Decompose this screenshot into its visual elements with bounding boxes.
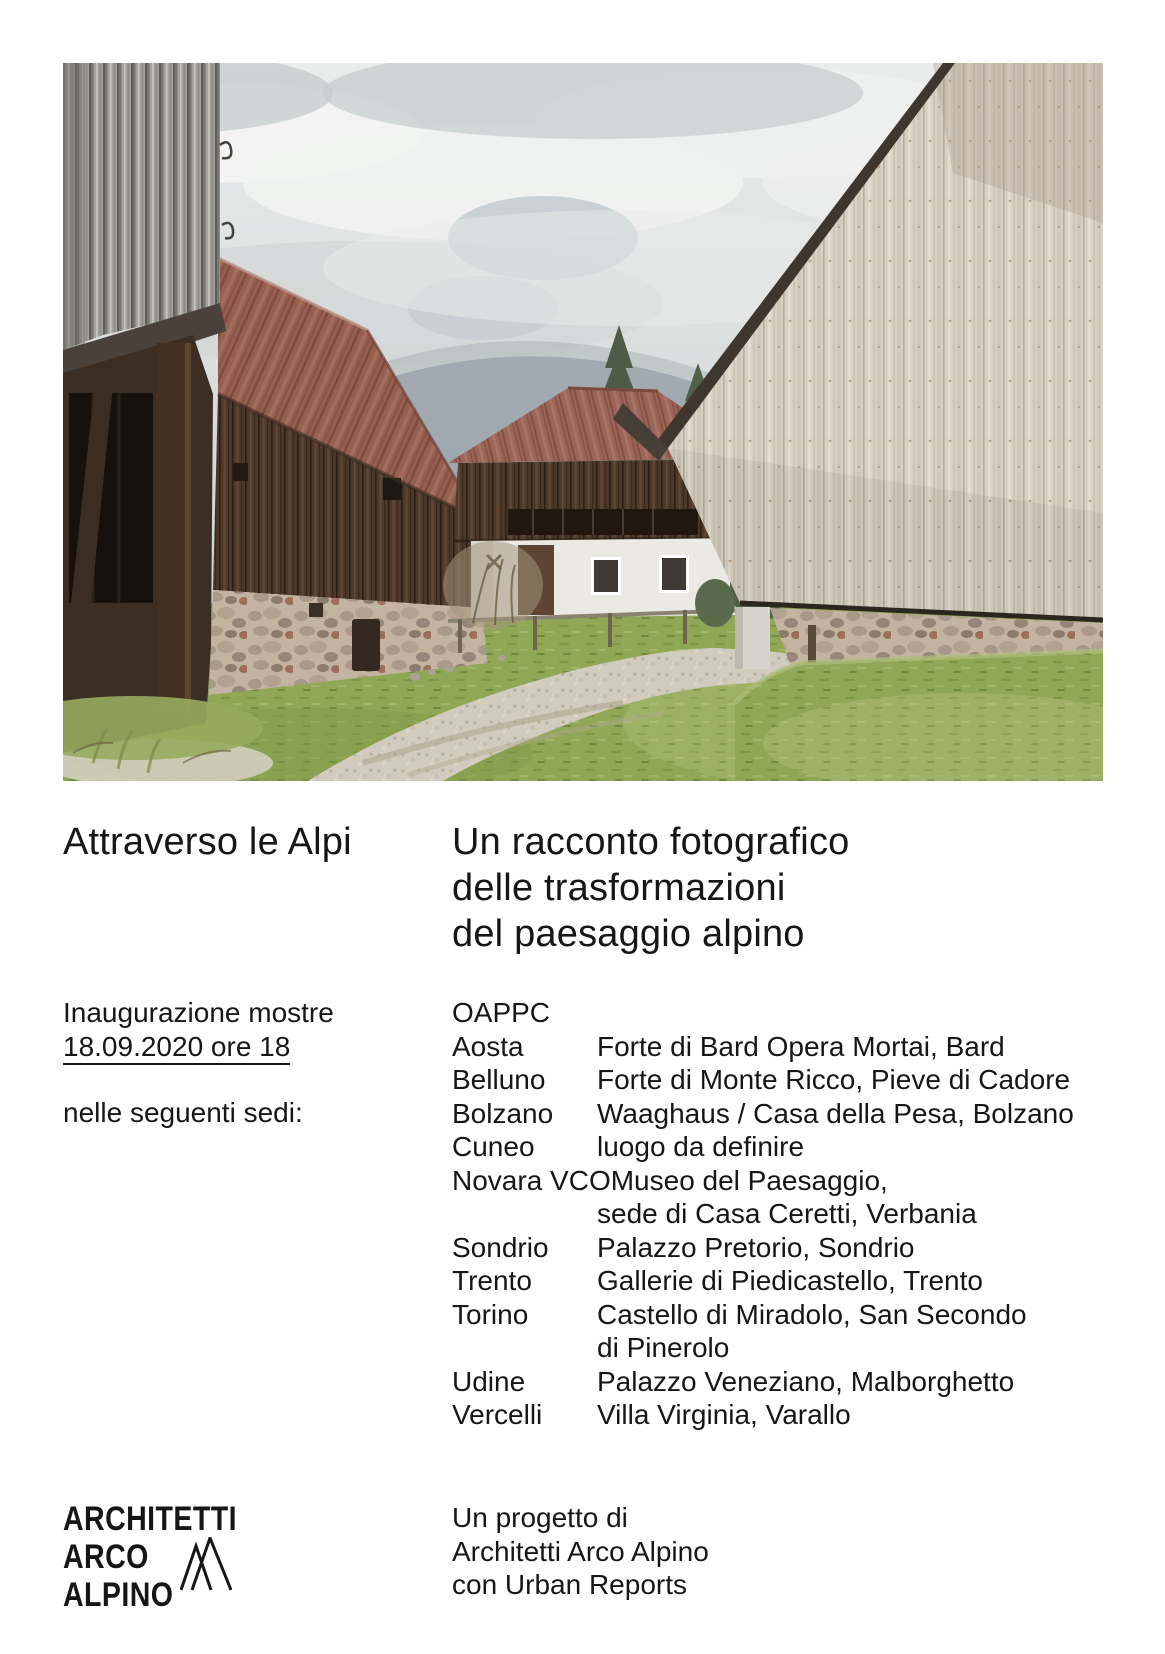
- event-info: [63, 996, 334, 1065]
- venue-city: Aosta: [452, 1030, 524, 1062]
- venue-city: Cuneo: [452, 1131, 535, 1162]
- subtitle-line-3: del paesaggio alpino: [452, 913, 805, 955]
- credits-line-3: con Urban Reports: [452, 1569, 688, 1600]
- venue-location: Castello di Miradolo, San Secondo: [597, 1298, 1027, 1330]
- venue-city: [452, 1331, 597, 1365]
- venue-row: [452, 1164, 1074, 1198]
- mountain-peaks-icon: [180, 1537, 232, 1591]
- venue-location: Villa Virginia, Varallo: [597, 1399, 851, 1430]
- venue-city: Udine: [452, 1365, 526, 1397]
- venue-location: Museo del Paesaggio,: [610, 1164, 888, 1196]
- venue-city: Bolzano: [452, 1097, 554, 1129]
- venue-row: [452, 1097, 1074, 1131]
- venue-city: Torino: [452, 1298, 529, 1330]
- poster-subtitle: [452, 819, 849, 957]
- poster-title: Attraverso le Alpi: [63, 821, 352, 863]
- venue-row: [452, 1365, 1074, 1399]
- event-date: 18.09.2020 ore 18: [63, 1030, 290, 1066]
- venue-row: [452, 1398, 1074, 1432]
- venue-city: Novara VCO: [452, 1164, 611, 1196]
- venue-row: [452, 1063, 1074, 1097]
- credits-line-1: Un progetto di: [452, 1502, 628, 1533]
- venue-location: luogo da definire: [597, 1131, 805, 1162]
- venues-header: OAPPC: [452, 997, 551, 1028]
- event-intro: Inaugurazione mostre: [63, 997, 334, 1028]
- venue-location: Forte di Monte Ricco, Pieve di Cadore: [597, 1064, 1071, 1095]
- architetti-arco-alpino-logo: [63, 1500, 270, 1614]
- venue-row: [452, 1130, 1074, 1164]
- subtitle-line-1: Un racconto fotografico: [452, 821, 850, 863]
- logo-line-3: ALPINO: [63, 1576, 174, 1614]
- venue-city: Sondrio: [452, 1231, 549, 1263]
- venue-location: di Pinerolo: [597, 1332, 730, 1363]
- venue-location: Palazzo Pretorio, Sondrio: [597, 1231, 915, 1263]
- venues-intro: nelle seguenti sedi:: [63, 1097, 303, 1128]
- left-gray-tower: [63, 63, 233, 753]
- venue-row: [452, 1197, 1074, 1231]
- venue-city: Trento: [452, 1265, 532, 1296]
- venue-row: [452, 1264, 1074, 1298]
- venue-row: [452, 1331, 1074, 1365]
- venue-city: [452, 1197, 597, 1231]
- venue-row: [452, 1030, 1074, 1064]
- venue-location: Forte di Bard Opera Mortai, Bard: [597, 1030, 1005, 1062]
- venue-city: Belluno: [452, 1064, 546, 1095]
- venue-city: Vercelli: [452, 1399, 543, 1430]
- logo-line-2: ARCO: [63, 1538, 149, 1576]
- logo-line-1: ARCHITETTI: [63, 1500, 237, 1538]
- venue-location: Waaghaus / Casa della Pesa, Bolzano: [597, 1097, 1074, 1129]
- venues-list: [452, 996, 1074, 1432]
- credits-line-2: Architetti Arco Alpino: [452, 1535, 709, 1567]
- venues-header-row: [452, 996, 1074, 1030]
- venue-location: sede di Casa Ceretti, Verbania: [597, 1198, 977, 1229]
- project-credits: [452, 1501, 709, 1602]
- subtitle-line-2: delle trasformazioni: [452, 867, 786, 909]
- venue-row: [452, 1231, 1074, 1265]
- exhibition-photo: [63, 63, 1103, 781]
- alpine-farm-photo-illustration: [63, 63, 1103, 781]
- venue-row: [452, 1298, 1074, 1332]
- venue-location: Palazzo Veneziano, Malborghetto: [597, 1365, 1015, 1397]
- venue-location: Gallerie di Piedicastello, Trento: [597, 1265, 983, 1296]
